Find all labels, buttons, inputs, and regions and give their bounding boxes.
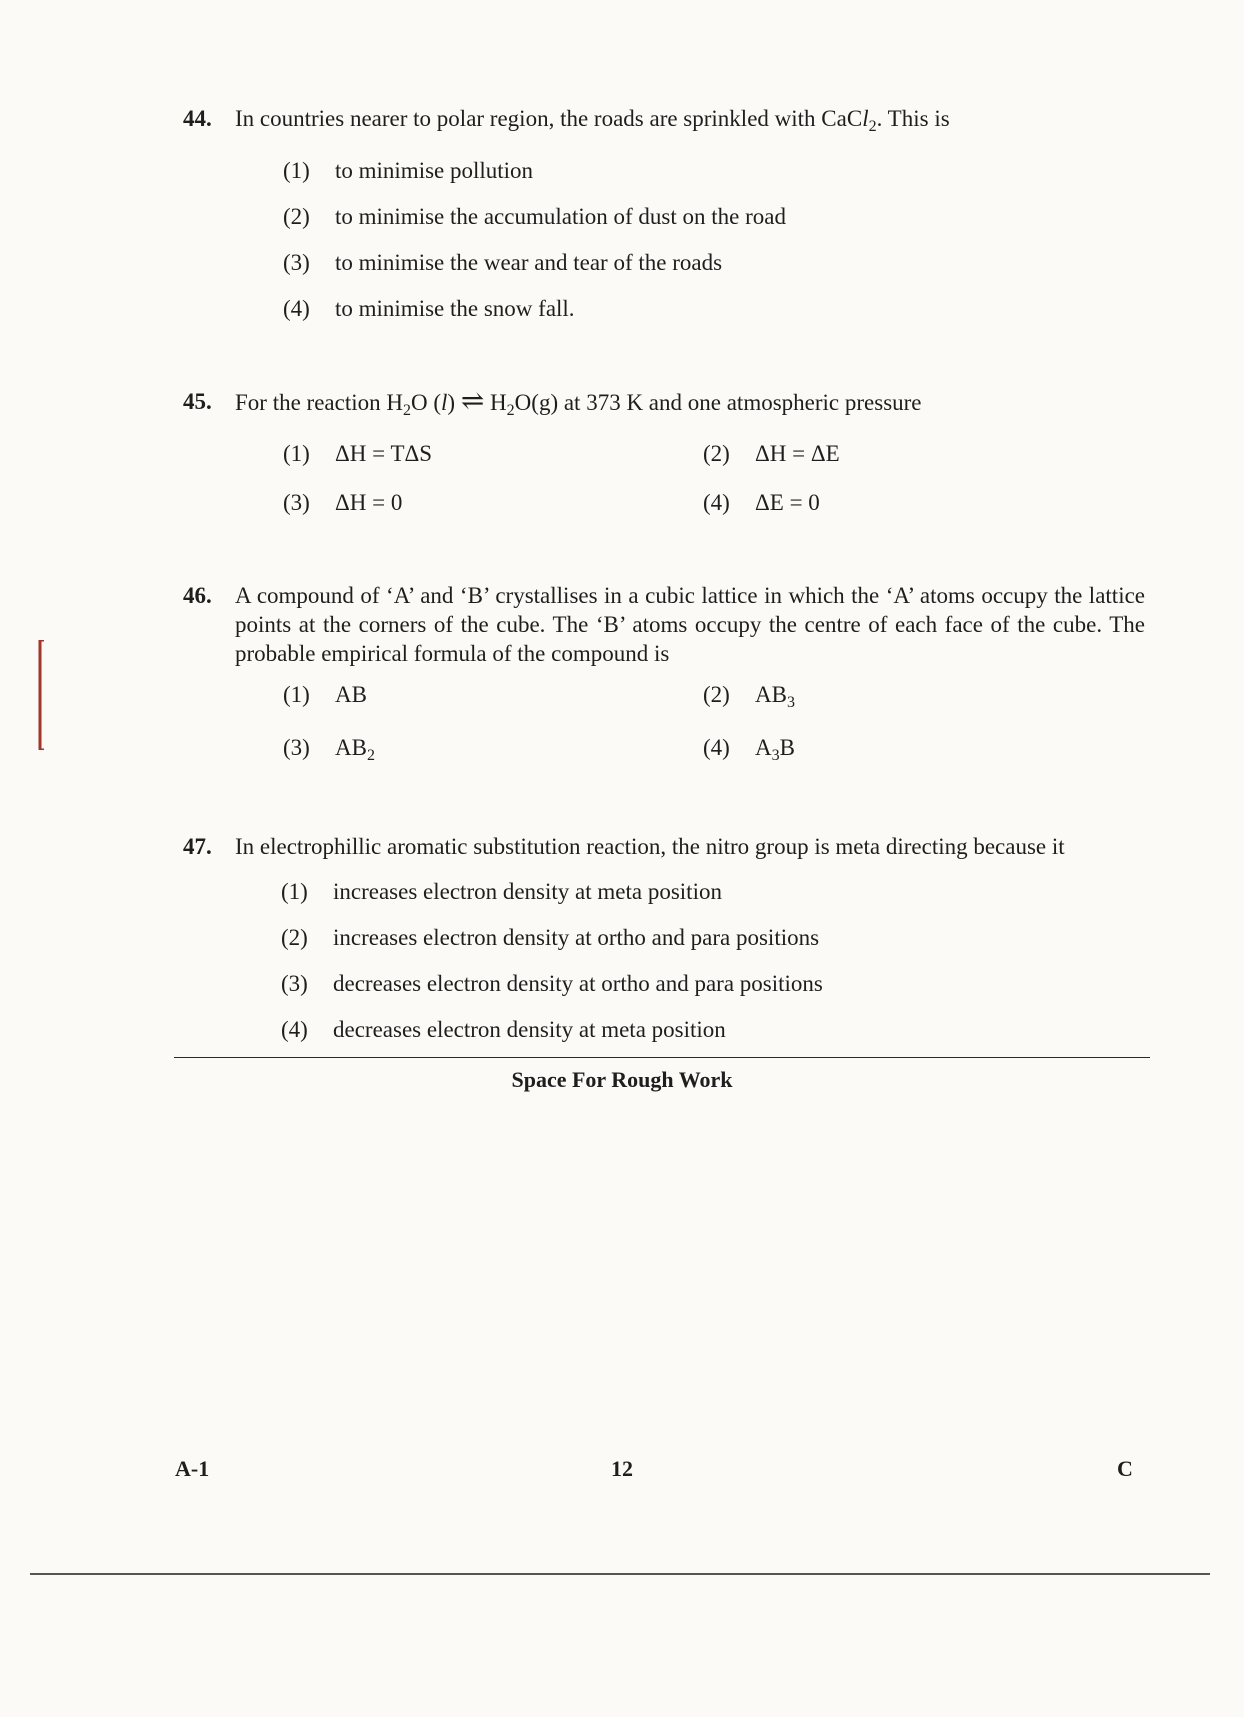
question-number: 44. xyxy=(183,106,212,131)
option-44-2: (2) to minimise the accumulation of dust on the road xyxy=(283,204,786,229)
footer-series: A-1 xyxy=(175,1456,210,1481)
option-46-3: (3) $AB_2$ xyxy=(283,735,375,764)
question-text: A compound of ‘A’ and ‘B’ crystallises in a cubic lattice in which the ‘A’ atoms occupy the lattice points at the corners of the cube. The ‘B’ atoms occupy the centre of each face of the cube. The probable empirical formula of the compound is xyxy=(235,583,1145,666)
option-47-4: (4) decreases electron density at meta position xyxy=(281,1017,726,1042)
page-number: 12 xyxy=(611,1456,633,1481)
margin-red-mark xyxy=(38,640,46,750)
question-text: In countries nearer to polar region, the roads are sprinkled with CaCl$_2$. This is xyxy=(235,106,950,135)
option-46-4: (4) $A_3B$ xyxy=(703,735,795,764)
equilibrium-arrow: ⇌ xyxy=(460,386,485,417)
question-text: In electrophillic aromatic substitution reaction, the nitro group is meta directing because it xyxy=(235,834,1065,859)
rough-work-heading: Space For Rough Work xyxy=(511,1067,733,1092)
question-number: 46. xyxy=(183,583,212,608)
option-46-2: (2) $AB_3$ xyxy=(703,682,795,711)
divider xyxy=(174,1057,1150,1058)
question-text: For the reaction $H_2O$ (l) ⇌ $H_2O(g)$ at 373 K and one atmospheric pressure xyxy=(235,386,922,419)
footer-version: C xyxy=(1117,1456,1133,1481)
option-46-1: (1) AB xyxy=(283,682,367,707)
question-number: 45. xyxy=(183,389,212,414)
option-47-3: (3) decreases electron density at ortho and para positions xyxy=(281,971,823,996)
option-45-2: (2) ΔH = ΔE xyxy=(703,441,840,466)
option-44-1: (1) to minimise pollution xyxy=(283,158,534,183)
option-44-4: (4) to minimise the snow fall. xyxy=(283,296,575,321)
question-number: 47. xyxy=(183,834,212,859)
option-45-1: (1) ΔH = TΔS xyxy=(283,441,433,466)
option-45-4: (4) ΔE = 0 xyxy=(703,490,820,515)
option-45-3: (3) ΔH = 0 xyxy=(283,490,403,515)
option-47-2: (2) increases electron density at ortho and para positions xyxy=(281,925,820,950)
option-44-3: (3) to minimise the wear and tear of the roads xyxy=(283,250,723,275)
option-47-1: (1) increases electron density at meta position xyxy=(281,879,722,904)
bottom-edge-line xyxy=(30,1573,1210,1575)
